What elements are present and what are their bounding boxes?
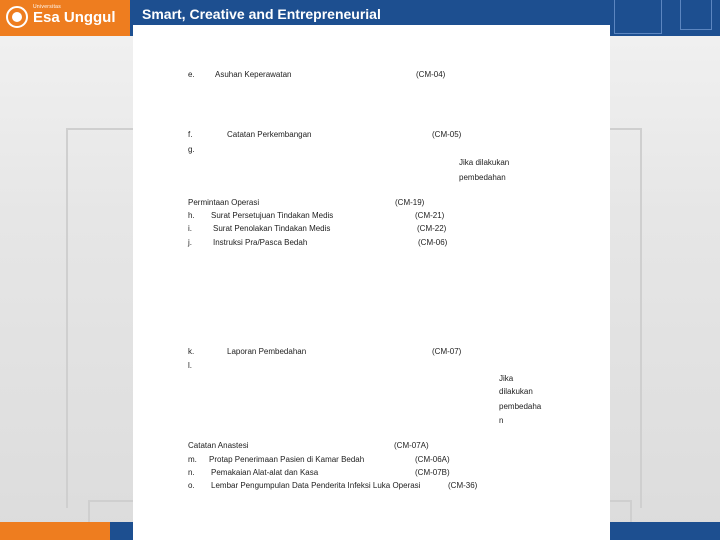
item-label: Instruksi Pra/Pasca Bedah [213, 238, 308, 247]
item-code: (CM-04) [416, 70, 446, 79]
item-letter: j. [188, 238, 192, 247]
item-code: (CM-22) [417, 224, 447, 233]
university-logo-icon [6, 6, 28, 28]
item-code: (CM-21) [415, 211, 445, 220]
item-letter: i. [188, 224, 192, 233]
item-code: (CM-07) [432, 347, 462, 356]
condition-note: pembedaha [499, 402, 542, 411]
item-code: (CM-06) [418, 238, 448, 247]
item-letter: h. [188, 211, 195, 220]
logo-area [0, 0, 130, 36]
logo-subtitle: Universitas [33, 4, 62, 10]
item-label: Asuhan Keperawatan [215, 70, 292, 79]
item-label: Pemakaian Alat-alat dan Kasa [211, 468, 319, 477]
item-label: Surat Penolakan Tindakan Medis [213, 224, 331, 233]
condition-note: Jika dilakukan [459, 158, 510, 167]
document-page [133, 25, 610, 540]
item-label: Surat Persetujuan Tindakan Medis [211, 211, 334, 220]
condition-note: n [499, 416, 504, 425]
item-label: Catatan Anastesi [188, 441, 249, 450]
item-code: (CM-07B) [415, 468, 450, 477]
background-frame-right [640, 128, 642, 508]
item-code: (CM-07A) [394, 441, 429, 450]
item-label: Laporan Pembedahan [227, 347, 307, 356]
condition-note: dilakukan [499, 387, 533, 396]
item-code: (CM-36) [448, 481, 478, 490]
header-decor-box [680, 0, 712, 30]
condition-note: Jika [499, 374, 514, 383]
item-code: (CM-05) [432, 130, 462, 139]
condition-note: pembedahan [459, 173, 506, 182]
item-letter: f. [188, 130, 193, 139]
item-code: (CM-06A) [415, 455, 450, 464]
item-label: Permintaan Operasi [188, 198, 260, 207]
item-letter: k. [188, 347, 195, 356]
header-decor-box [614, 0, 662, 34]
item-label: Catatan Perkembangan [227, 130, 312, 139]
item-letter: o. [188, 481, 195, 490]
item-label: Lembar Pengumpulan Data Penderita Infeksi Luka Operasi [211, 481, 421, 490]
logo-name: Esa Unggul [33, 9, 116, 26]
item-letter: g. [188, 145, 195, 154]
item-letter: e. [188, 70, 195, 79]
background-frame-left [66, 128, 68, 508]
item-letter: n. [188, 468, 195, 477]
item-code: (CM-19) [395, 198, 425, 207]
tagline: Smart, Creative and Entrepreneurial [142, 6, 381, 22]
item-letter: l. [188, 361, 192, 370]
item-letter: m. [188, 455, 197, 464]
item-label: Protap Penerimaan Pasien di Kamar Bedah [209, 455, 365, 464]
